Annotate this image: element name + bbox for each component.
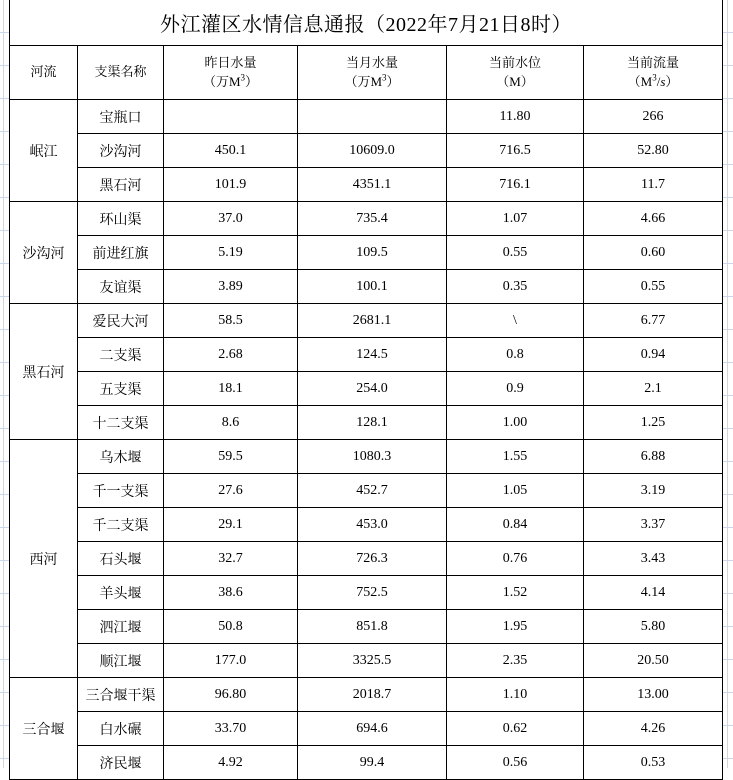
left-margin-vertical-gridline [3, 0, 4, 768]
current-level-cell: 0.62 [447, 712, 584, 746]
table-row [10, 134, 723, 168]
table-row [10, 168, 723, 202]
current-flow-cell: 0.53 [584, 746, 723, 780]
current-level-cell: 1.07 [447, 202, 584, 236]
col-header-current-level [447, 46, 584, 100]
current-level-cell: 1.55 [447, 440, 584, 474]
current-level-cell: 0.8 [447, 338, 584, 372]
unit-text: / [656, 73, 661, 89]
unit-text: ） [665, 73, 679, 89]
current-level-cell: 1.00 [447, 406, 584, 440]
branch-name-cell: 五支渠 [78, 372, 164, 406]
unit-superscript: 3 [652, 72, 657, 83]
unit-text: ） [386, 73, 400, 89]
month-volume-cell: 2681.1 [298, 304, 447, 338]
branch-name-cell: 石头堰 [78, 542, 164, 576]
yesterday-volume-cell: 18.1 [164, 372, 298, 406]
table-row [10, 576, 723, 610]
current-level-cell: 716.5 [447, 134, 584, 168]
yesterday-volume-cell: 33.70 [164, 712, 298, 746]
month-volume-cell: 452.7 [298, 474, 447, 508]
header-unit [584, 73, 722, 92]
yesterday-volume-cell: 50.8 [164, 610, 298, 644]
unit-text: （M [496, 73, 521, 89]
current-flow-cell: 266 [584, 100, 723, 134]
current-flow-cell: 1.25 [584, 406, 723, 440]
yesterday-volume-cell: 37.0 [164, 202, 298, 236]
branch-name-cell: 宝瓶口 [78, 100, 164, 134]
branch-name-cell: 济民堰 [78, 746, 164, 780]
table-row [10, 746, 723, 780]
current-flow-cell: 2.1 [584, 372, 723, 406]
yesterday-volume-cell: 3.89 [164, 270, 298, 304]
branch-name-cell: 乌木堰 [78, 440, 164, 474]
current-level-cell: 0.56 [447, 746, 584, 780]
left-margin-gridlines [0, 0, 9, 768]
table-row [10, 508, 723, 542]
unit-superscript: 3 [240, 72, 246, 83]
header-label: 当月水量 [345, 54, 398, 70]
yesterday-volume-cell: 8.6 [164, 406, 298, 440]
month-volume-cell: 100.1 [298, 270, 447, 304]
branch-name-cell: 爱民大河 [78, 304, 164, 338]
branch-name-cell: 前进红旗 [78, 236, 164, 270]
table-head [10, 0, 723, 100]
branch-name-cell: 泗江堰 [78, 610, 164, 644]
month-volume-cell: 4351.1 [298, 168, 447, 202]
current-flow-cell: 0.94 [584, 338, 723, 372]
month-volume-cell: 726.3 [298, 542, 447, 576]
col-header-current-flow [584, 46, 723, 100]
current-level-cell: 11.80 [447, 100, 584, 134]
table-row [10, 474, 723, 508]
col-header-month-volume [298, 46, 447, 100]
current-level-cell: 0.9 [447, 372, 584, 406]
branch-name-cell: 千二支渠 [78, 508, 164, 542]
right-margin-vertical-gridline [727, 0, 728, 768]
page-title: 外江灌区水情信息通报（2022年7月21日8时） [10, 0, 723, 46]
current-flow-cell: 0.55 [584, 270, 723, 304]
current-flow-cell: 13.00 [584, 678, 723, 712]
yesterday-volume-cell: 96.80 [164, 678, 298, 712]
month-volume-cell: 10609.0 [298, 134, 447, 168]
month-volume-cell: 752.5 [298, 576, 447, 610]
current-level-cell: 1.05 [447, 474, 584, 508]
current-level-cell: 0.55 [447, 236, 584, 270]
month-volume-cell: 735.4 [298, 202, 447, 236]
current-level-cell: \ [447, 304, 584, 338]
table-row [10, 338, 723, 372]
current-flow-cell: 3.43 [584, 542, 723, 576]
month-volume-cell: 124.5 [298, 338, 447, 372]
table-row [10, 644, 723, 678]
yesterday-volume-cell: 38.6 [164, 576, 298, 610]
yesterday-volume-cell: 58.5 [164, 304, 298, 338]
unit-superscript: 3 [382, 72, 387, 83]
table-row [10, 406, 723, 440]
yesterday-volume-cell: 101.9 [164, 168, 298, 202]
month-volume-cell: 1080.3 [298, 440, 447, 474]
table-row [10, 440, 723, 474]
col-header-branch: 支渠名称 [78, 46, 164, 100]
table-row [10, 712, 723, 746]
table-row [10, 270, 723, 304]
river-group-cell: 岷江 [10, 100, 78, 202]
water-info-table [9, 0, 723, 780]
header-row [10, 46, 723, 100]
current-flow-cell: 0.60 [584, 236, 723, 270]
current-flow-cell: 6.88 [584, 440, 723, 474]
yesterday-volume-cell: 59.5 [164, 440, 298, 474]
month-volume-cell: 2018.7 [298, 678, 447, 712]
branch-name-cell: 白水碾 [78, 712, 164, 746]
table-row [10, 100, 723, 134]
header-unit [298, 73, 446, 92]
yesterday-volume-cell [164, 100, 298, 134]
current-flow-cell: 3.19 [584, 474, 723, 508]
yesterday-volume-cell: 5.19 [164, 236, 298, 270]
current-flow-cell: 6.77 [584, 304, 723, 338]
current-flow-cell: 5.80 [584, 610, 723, 644]
month-volume-cell: 128.1 [298, 406, 447, 440]
current-flow-cell: 4.26 [584, 712, 723, 746]
table-row [10, 542, 723, 576]
table-row [10, 372, 723, 406]
header-unit [447, 73, 583, 92]
col-header-yesterday-volume [164, 46, 298, 100]
yesterday-volume-cell: 27.6 [164, 474, 298, 508]
table-row [10, 304, 723, 338]
current-level-cell: 0.84 [447, 508, 584, 542]
river-group-cell: 黑石河 [10, 304, 78, 440]
unit-text: ） [520, 73, 534, 89]
branch-name-cell: 环山渠 [78, 202, 164, 236]
river-group-cell: 西河 [10, 440, 78, 678]
month-volume-cell: 453.0 [298, 508, 447, 542]
current-level-cell: 1.95 [447, 610, 584, 644]
branch-name-cell: 三合堰干渠 [78, 678, 164, 712]
river-group-cell: 三合堰 [10, 678, 78, 780]
current-flow-cell: 11.7 [584, 168, 723, 202]
header-label: 当前流量 [627, 54, 680, 70]
yesterday-volume-cell: 177.0 [164, 644, 298, 678]
current-level-cell: 1.52 [447, 576, 584, 610]
branch-name-cell: 羊头堰 [78, 576, 164, 610]
river-group-cell: 沙沟河 [10, 202, 78, 304]
current-flow-cell: 52.80 [584, 134, 723, 168]
current-level-cell: 0.76 [447, 542, 584, 576]
month-volume-cell: 99.4 [298, 746, 447, 780]
unit-text: （M [627, 73, 653, 89]
branch-name-cell: 黑石河 [78, 168, 164, 202]
branch-name-cell: 十二支渠 [78, 406, 164, 440]
unit-text: ） [245, 73, 259, 89]
unit-text: （万M [344, 73, 383, 89]
branch-name-cell: 沙沟河 [78, 134, 164, 168]
month-volume-cell: 109.5 [298, 236, 447, 270]
current-level-cell: 0.35 [447, 270, 584, 304]
branch-name-cell: 顺江堰 [78, 644, 164, 678]
yesterday-volume-cell: 32.7 [164, 542, 298, 576]
current-flow-cell: 3.37 [584, 508, 723, 542]
table-row [10, 678, 723, 712]
current-level-cell: 2.35 [447, 644, 584, 678]
month-volume-cell: 694.6 [298, 712, 447, 746]
current-flow-cell: 4.14 [584, 576, 723, 610]
title-row [10, 0, 723, 46]
table-row [10, 236, 723, 270]
table-row [10, 202, 723, 236]
col-header-river: 河流 [10, 46, 78, 100]
yesterday-volume-cell: 450.1 [164, 134, 298, 168]
header-label: 当前水位 [488, 54, 541, 70]
header-label: 昨日水量 [204, 54, 257, 70]
branch-name-cell: 友谊渠 [78, 270, 164, 304]
yesterday-volume-cell: 2.68 [164, 338, 298, 372]
unit-italic-s: s [660, 73, 666, 89]
table-row [10, 610, 723, 644]
table-body [10, 100, 723, 780]
yesterday-volume-cell: 29.1 [164, 508, 298, 542]
current-flow-cell: 4.66 [584, 202, 723, 236]
header-unit [164, 73, 297, 92]
yesterday-volume-cell: 4.92 [164, 746, 298, 780]
unit-text: （万M [202, 73, 241, 89]
current-level-cell: 716.1 [447, 168, 584, 202]
month-volume-cell [298, 100, 447, 134]
month-volume-cell: 254.0 [298, 372, 447, 406]
month-volume-cell: 3325.5 [298, 644, 447, 678]
current-level-cell: 1.10 [447, 678, 584, 712]
branch-name-cell: 千一支渠 [78, 474, 164, 508]
month-volume-cell: 851.8 [298, 610, 447, 644]
current-flow-cell: 20.50 [584, 644, 723, 678]
branch-name-cell: 二支渠 [78, 338, 164, 372]
